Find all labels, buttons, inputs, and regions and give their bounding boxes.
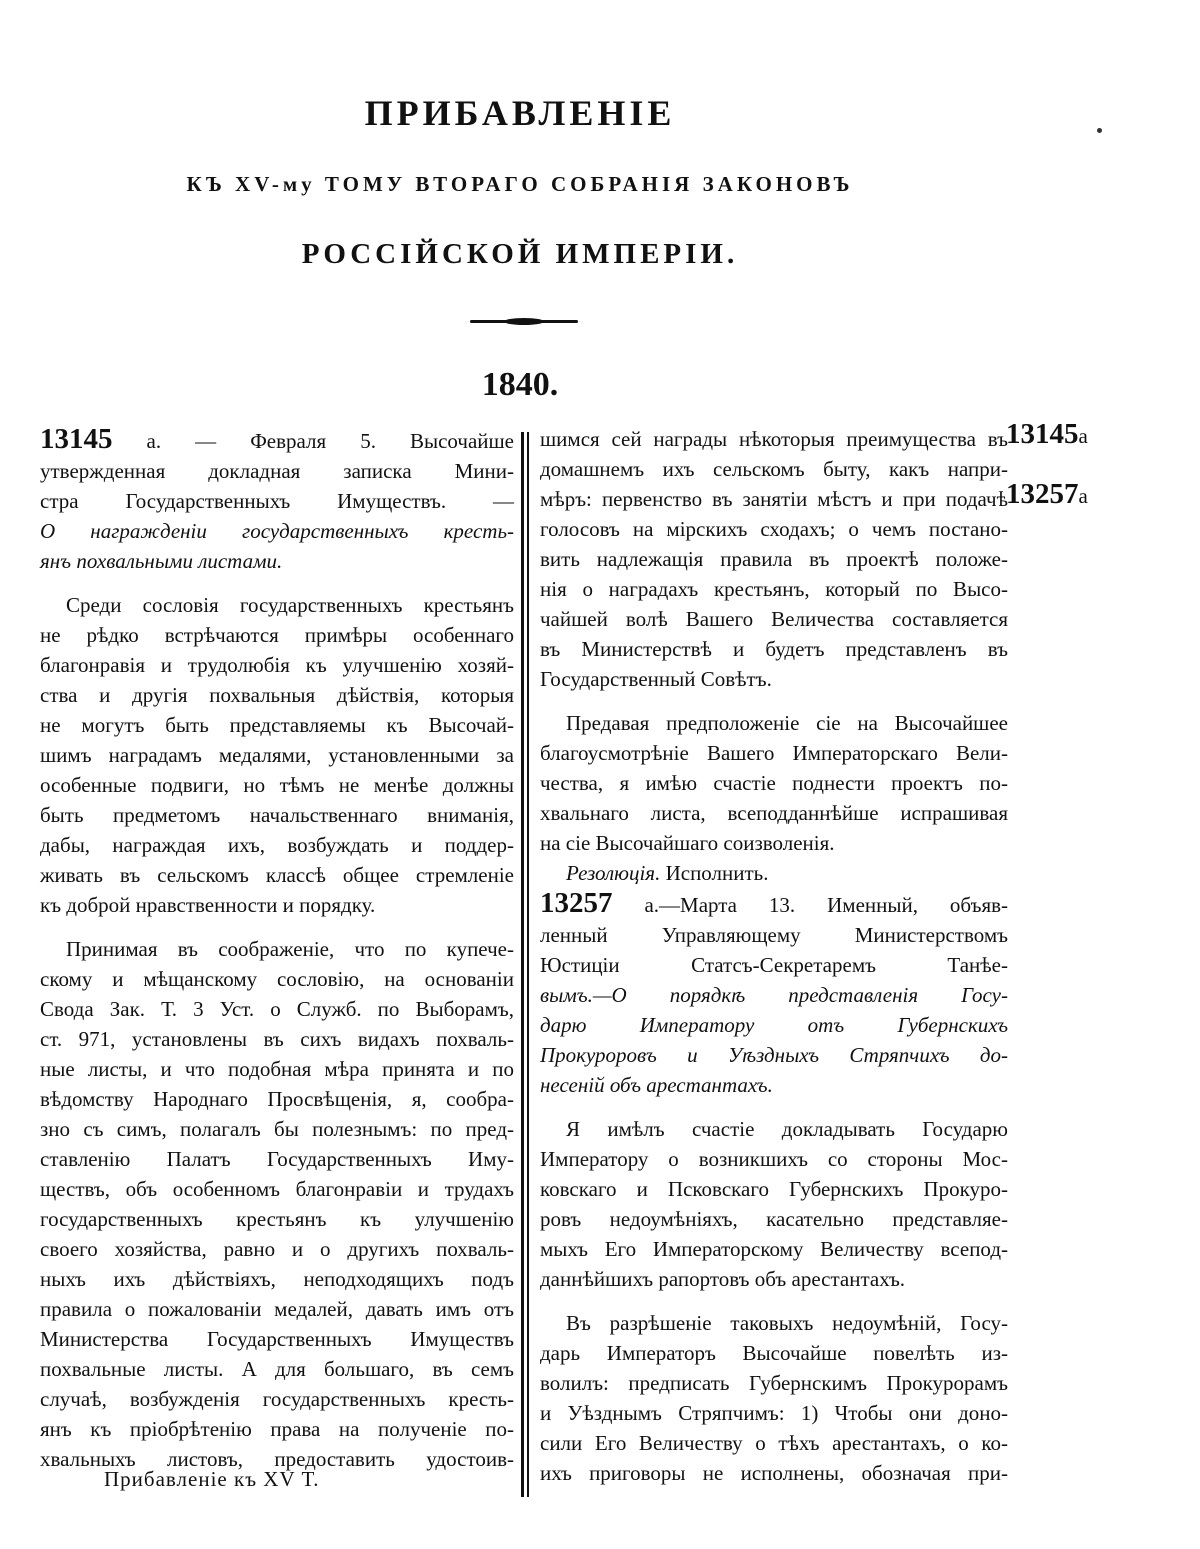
- text-line: въ Министерствѣ и будетъ представленъ въ: [540, 637, 1008, 661]
- text-line: ныхъ ихъ дѣйствіяхъ, неподходящихъ подъ: [40, 1267, 514, 1291]
- text-line: случаѣ, возбужденія государственныхъ кресть-: [40, 1387, 514, 1411]
- text-line: скому и мѣщанскому сословію, на основаніи: [40, 967, 514, 991]
- text-line: даннѣйшихъ рапортовъ объ арестантахъ.: [540, 1267, 906, 1291]
- page-subtitle-2: РОССІЙСКОЙ ИМПЕРІИ.: [301, 238, 739, 270]
- text-line: не рѣдко встрѣчаются примѣры особеннаго: [40, 623, 514, 647]
- text-line: своего хозяйства, равно и о другихъ похваль-: [40, 1237, 514, 1261]
- text-line: домашнемъ ихъ сельскомъ быту, какъ напри-: [540, 457, 1008, 481]
- text-line: ные листы, и что подобная мѣра принята и по: [40, 1057, 514, 1081]
- text-line: сили Его Величеству о тѣхъ арестантахъ, о ко-: [540, 1431, 1008, 1455]
- text-line: дарь Императоръ Высочайше повелѣть из-: [540, 1341, 1008, 1365]
- text-line: похвальные листы. А для большаго, въ семъ: [40, 1357, 514, 1381]
- text-line: Предавая предположеніе сіе на Высочайшее: [566, 711, 1008, 735]
- text-line: 13145 а. — Февраля 5. Высочайше: [40, 423, 514, 455]
- margin-number: 13257а: [1006, 478, 1088, 510]
- text-line: волилъ: предписать Губернскимъ Прокурорамъ: [540, 1371, 1008, 1395]
- text-line: особенные подвиги, но тѣмъ не менѣе должны: [40, 773, 514, 797]
- page-footer: Прибавленіе къ XV Т.: [104, 1467, 320, 1491]
- text-line: Свода Зак. Т. 3 Уст. о Служб. по Выборамъ,: [40, 997, 514, 1021]
- text-line: правила о пожалованіи медалей, давать имъ отъ: [40, 1297, 514, 1321]
- text-line: ровъ недоумѣніяхъ, касательно представляе-: [540, 1207, 1008, 1231]
- text-line: нія о наградахъ крестьянъ, который по Высо-: [540, 577, 1008, 601]
- text-line: чайшей волѣ Вашего Величества составляется: [540, 607, 1008, 631]
- text-line: не могутъ быть представляемы къ Высочай-: [40, 713, 514, 737]
- text-line: мыхъ Его Императорскому Величеству всепод-: [540, 1237, 1008, 1261]
- text-line: вѣдомству Народнаго Просвѣщенія, я, сообра-: [40, 1087, 514, 1111]
- text-line: благонравія и трудолюбія къ улучшенію хозяй-: [40, 653, 514, 677]
- text-line: и Уѣзднымъ Стряпчимъ: 1) Чтобы они доно-: [540, 1401, 1008, 1425]
- text-line: стра Государственныхъ Имуществъ. —: [40, 489, 514, 513]
- text-line: янъ похвальными листами.: [40, 549, 283, 573]
- left-column: [40, 424, 514, 1474]
- text-line: Императору о возникшихъ со стороны Мос-: [540, 1147, 1008, 1171]
- page-title: ПРИБАВЛЕНІЕ: [364, 93, 676, 133]
- ink-speck: [1097, 128, 1102, 133]
- text-line: быть предметомъ начальственнаго вниманія,: [40, 803, 514, 827]
- entry-number: 13145: [40, 423, 113, 455]
- text-line: хвальныхъ листовъ, предоставить удостоив-: [40, 1447, 514, 1471]
- text-line: живать въ сельскомъ классѣ общее стремленіе: [40, 863, 514, 887]
- text-line: утвержденная докладная записка Мини-: [40, 459, 514, 483]
- text-line: мѣръ: первенство въ занятіи мѣстъ и при подачѣ: [540, 487, 1008, 511]
- text-line: зно съ симъ, полагалъ бы полезнымъ: по пред-: [40, 1117, 514, 1141]
- text-line: Я имѣлъ счастіе докладывать Государю: [566, 1117, 1008, 1141]
- text-line: шимся сей награды нѣкоторыя преимущества въ: [540, 427, 1008, 451]
- text-line: государственныхъ крестьянъ къ улучшенію: [40, 1207, 514, 1231]
- ornamental-rule: [470, 320, 578, 323]
- text-line: О награжденіи государственныхъ кресть-: [40, 519, 514, 543]
- text-line: Среди сословія государственныхъ крестьянъ: [66, 593, 514, 617]
- text-line: Въ разрѣшеніе таковыхъ недоумѣній, Госу-: [566, 1311, 1008, 1335]
- text-line: Прокуроровъ и Уѣздныхъ Стряпчихъ до-: [540, 1043, 1008, 1067]
- entry-number: 13257: [540, 887, 613, 919]
- text-line: Юстиціи Статсъ-Секретаремъ Танѣе-: [540, 953, 1008, 977]
- text-line: къ доброй нравственности и порядку.: [40, 893, 376, 917]
- text-line: ленный Управляющему Министерствомъ: [540, 923, 1008, 947]
- text-line: чества, я имѣю счастіе поднести проектъ по-: [540, 771, 1008, 795]
- right-column: [540, 424, 1008, 1488]
- text-line: Принимая въ соображеніе, что по купече-: [66, 937, 514, 961]
- text-line: дабы, награждая ихъ, возбуждать и поддер-: [40, 833, 514, 857]
- text-line: янъ къ пріобрѣтенію права на полученіе по-: [40, 1417, 514, 1441]
- text-line: ществъ, объ особенномъ благонравіи и трудахъ: [40, 1177, 514, 1201]
- text-line: Министерства Государственныхъ Имуществъ: [40, 1327, 514, 1351]
- text-line: несеній объ арестантахъ.: [540, 1073, 773, 1097]
- resolution-line: Резолюція. Исполнить.: [566, 861, 769, 885]
- text-line: ства и другія похвальныя дѣйствія, которыя: [40, 683, 514, 707]
- text-line: хвальнаго листа, всеподданнѣйше испрашивая: [540, 801, 1008, 825]
- text-line: вить надлежащія правила въ проектѣ положе-: [540, 547, 1008, 571]
- text-line: благоусмотрѣніе Вашего Императорскаго Вели-: [540, 741, 1008, 765]
- text-line: Государственный Совѣтъ.: [540, 667, 772, 691]
- margin-number: 13145а: [1006, 418, 1088, 450]
- text-line: ихъ приговоры не исполнены, обозначая при-: [540, 1461, 1008, 1485]
- text-line: шимъ наградамъ медалями, установленными за: [40, 743, 514, 767]
- page-subtitle: КЪ XV-му ТОМУ ВТОРАГО СОБРАНІЯ ЗАКОНОВЪ: [186, 172, 854, 196]
- column-divider: [521, 432, 529, 1497]
- text-line: ковскаго и Псковскаго Губернскихъ Прокуро-: [540, 1177, 1008, 1201]
- text-line: голосовъ на мірскихъ сходахъ; о чемъ постано-: [540, 517, 1008, 541]
- text-line: вымъ.—О порядкѣ представленія Госу-: [540, 983, 1008, 1007]
- text-line: дарю Императору отъ Губернскихъ: [540, 1013, 1008, 1037]
- year-heading: 1840.: [481, 366, 559, 403]
- text-line: ст. 971, установлены въ сихъ видахъ похваль-: [40, 1027, 514, 1051]
- text-line: на сіе Высочайшаго соизволенія.: [540, 831, 835, 855]
- text-line: 13257 а.—Марта 13. Именный, объяв-: [540, 887, 1009, 919]
- text-line: ставленію Палатъ Государственныхъ Иму-: [40, 1147, 514, 1171]
